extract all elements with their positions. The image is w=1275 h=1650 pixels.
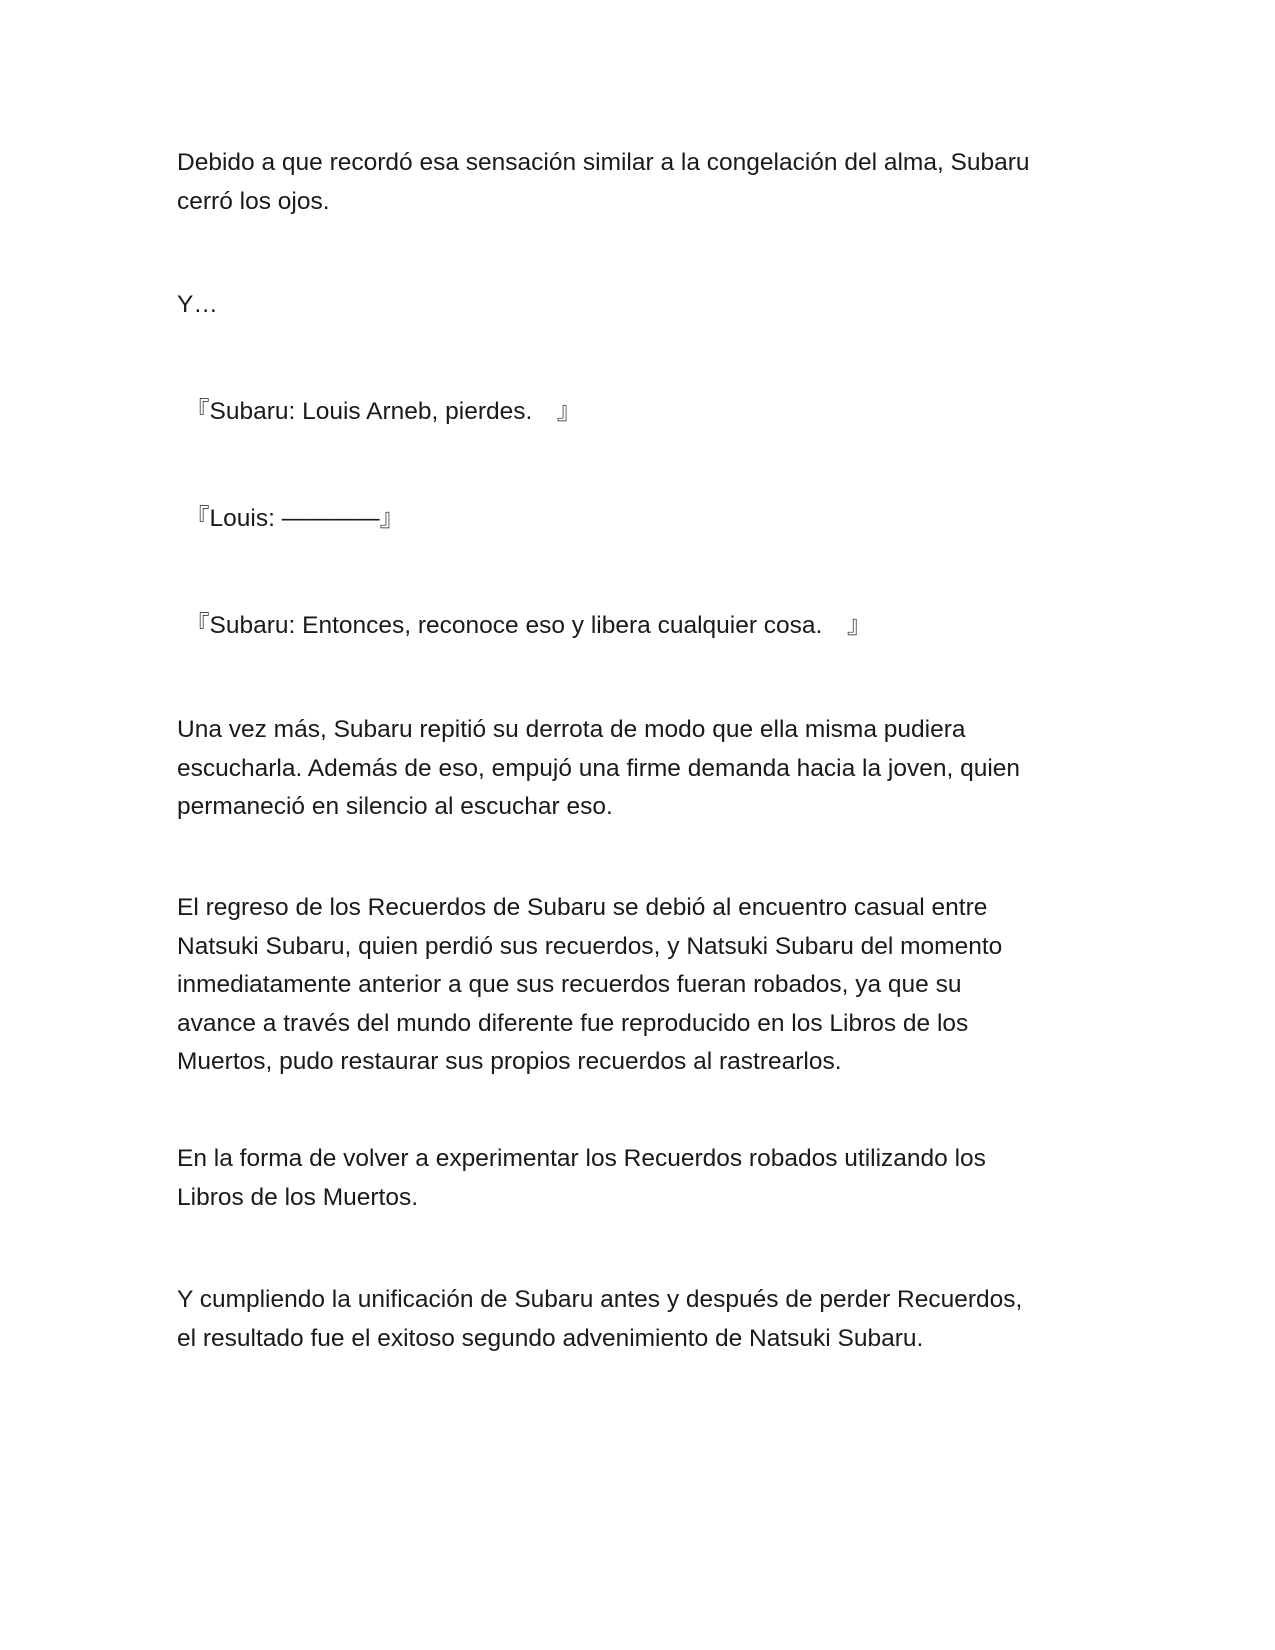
text-line: Debido a que recordó esa sensación similar a la congelación del alma, Subaru (177, 149, 1030, 176)
text-line: escucharla. Además de eso, empujó una firme demanda hacia la joven, quien (177, 754, 1021, 782)
text-line: avance a través del mundo diferente fue reproducido en los Libros de los (177, 1009, 969, 1037)
paragraph-y-cumpliendo (177, 1281, 1107, 1358)
text-line: cerró los ojos. (177, 187, 330, 215)
text-line: Y… (177, 291, 218, 318)
dialogue-line: 『Subaru: Louis Arneb, pierdes. 』 (185, 398, 582, 425)
paragraph-y (177, 286, 1107, 325)
text-line: Libros de los Muertos. (177, 1183, 419, 1211)
text-line: En la forma de volver a experimentar los Recuerdos robados utilizando los (177, 1145, 986, 1172)
dialogue-line: 『Subaru: Entonces, reconoce eso y libera cualquier cosa. 』 (185, 612, 872, 639)
text-line: Natsuki Subaru, quien perdió sus recuerdos, y Natsuki Subaru del momento (177, 932, 1003, 960)
text-line: El regreso de los Recuerdos de Subaru se debió al encuentro casual entre (177, 894, 988, 921)
text-line: Y cumpliendo la unificación de Subaru antes y después de perder Recuerdos, (177, 1286, 1023, 1313)
text-line: el resultado fue el exitoso segundo advenimiento de Natsuki Subaru. (177, 1324, 924, 1352)
text-line: permaneció en silencio al escuchar eso. (177, 793, 613, 820)
paragraph-el-regreso (177, 889, 1107, 1082)
paragraph-en-la-forma (177, 1140, 1107, 1217)
paragraph-una-vez-mas (177, 711, 1107, 827)
dialogue-line: 『Louis: ————』 (185, 505, 405, 532)
dialogue-subaru-pierdes (185, 393, 1115, 432)
text-line: Muertos, pudo restaurar sus propios recuerdos al rastrearlos. (177, 1048, 842, 1075)
text-line: inmediatamente anterior a que sus recuerdos fueran robados, ya que su (177, 971, 962, 998)
dialogue-louis-silence (185, 500, 1115, 539)
text-line: Una vez más, Subaru repitió su derrota de modo que ella misma pudiera (177, 716, 966, 743)
paragraph-subaru-closes-eyes (177, 144, 1107, 221)
dialogue-subaru-entonces (185, 607, 1115, 646)
